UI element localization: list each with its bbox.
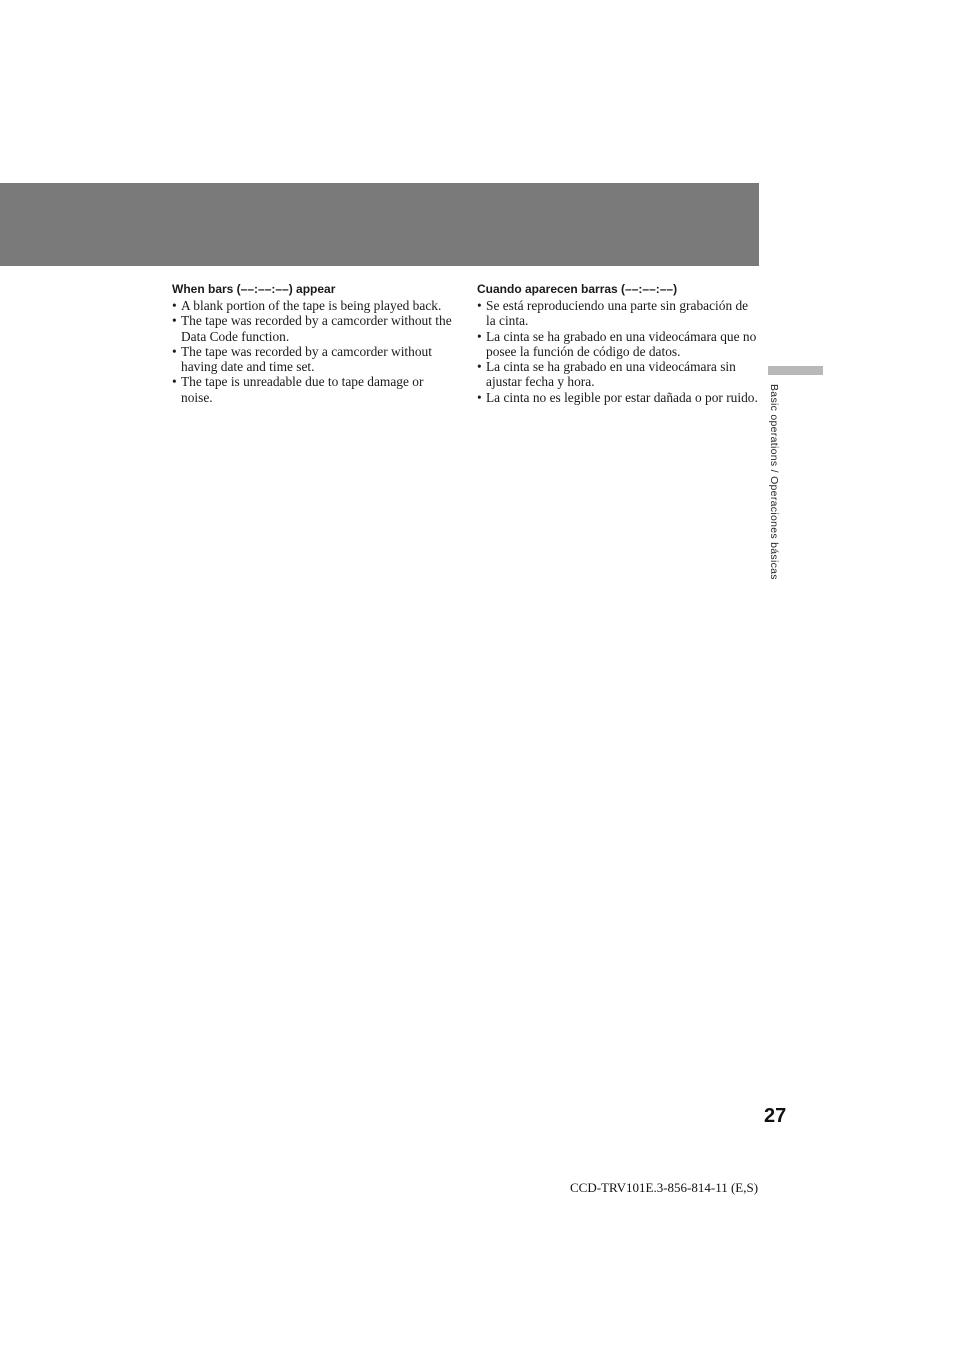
section-tab-label: Basic operations / Operaciones básicas: [768, 384, 780, 580]
list-item: [477, 329, 759, 360]
bullet-icon: •: [172, 343, 177, 359]
list-item-text: The tape was recorded by a camcorder without the Data Code function.: [181, 313, 452, 344]
list-item: [172, 344, 454, 375]
list-item-text: La cinta se ha grabado en una videocámara sin ajustar fecha y hora.: [486, 359, 736, 390]
section-tab-marker: [768, 366, 823, 375]
english-column: [172, 282, 454, 405]
english-heading: When bars (––:––:––) appear: [172, 282, 336, 296]
bullet-icon: •: [477, 359, 482, 375]
list-item-text: The tape was recorded by a camcorder without having date and time set.: [181, 343, 432, 375]
bullet-icon: •: [172, 298, 177, 313]
spanish-column: [477, 282, 759, 405]
list-item: [172, 298, 454, 313]
bullet-icon: •: [477, 328, 482, 344]
footer-model-code: CCD-TRV101E.3-856-814-11 (E,S): [570, 1180, 759, 1195]
bullet-icon: •: [477, 389, 482, 405]
list-item: [172, 374, 454, 405]
list-item-text: A blank portion of the tape is being played back.: [181, 298, 442, 313]
list-item-text: Se está reproduciendo una parte sin grabación de la cinta.: [486, 298, 749, 329]
bullet-icon: •: [172, 313, 177, 329]
bullet-icon: •: [172, 374, 177, 390]
list-item-text: The tape is unreadable due to tape damage or noise.: [181, 374, 424, 405]
list-item: [172, 313, 454, 344]
list-item: [477, 390, 759, 405]
list-item: [477, 359, 759, 390]
spanish-bullet-list: [477, 298, 759, 405]
list-item-text: La cinta no es legible por estar dañada o por ruido.: [486, 389, 758, 405]
page-number: 27: [764, 1105, 787, 1127]
header-band: [0, 183, 759, 266]
list-item-text: La cinta se ha grabado en una videocámara que no posee la función de código de datos.: [486, 328, 757, 359]
english-bullet-list: [172, 298, 454, 405]
spanish-heading: Cuando aparecen barras (––:––:––): [477, 282, 678, 296]
list-item: [477, 298, 759, 329]
bullet-icon: •: [477, 298, 482, 313]
